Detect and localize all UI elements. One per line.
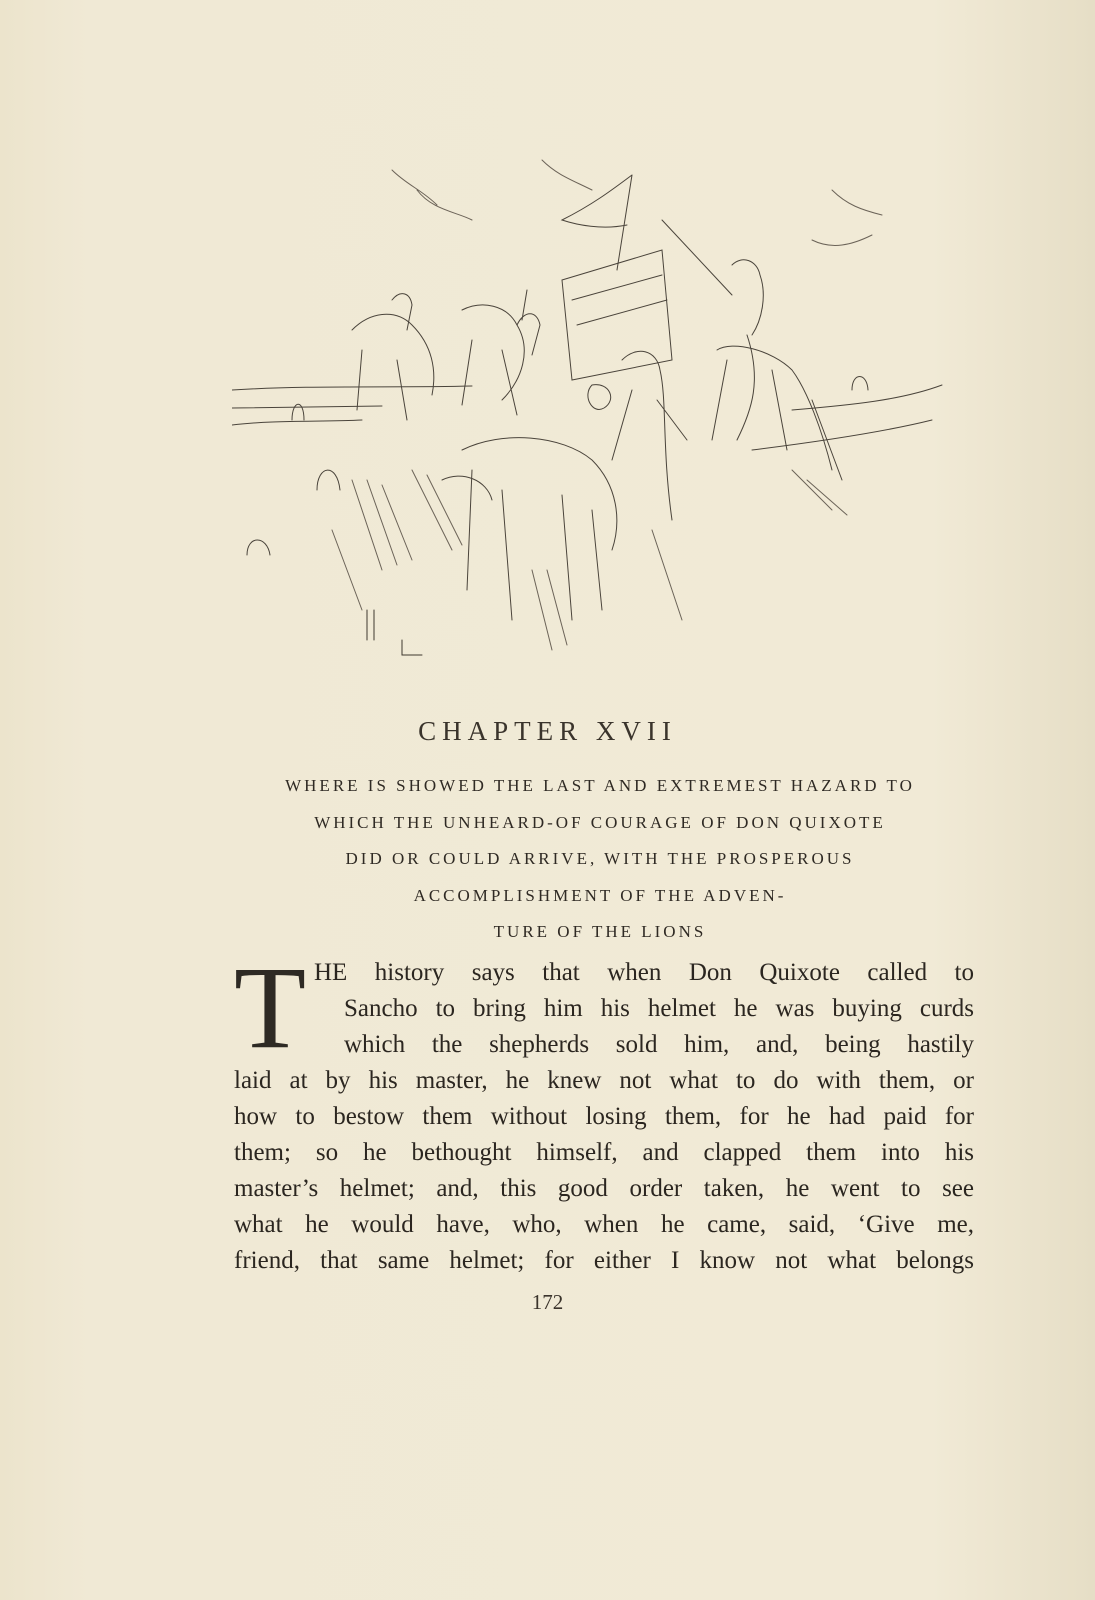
- body-text: [234, 942, 974, 1279]
- drop-cap: T: [234, 942, 307, 1073]
- chapter-subtitle: [230, 768, 970, 951]
- text-line: them; so he bethought himself, and clapped them into his: [234, 1139, 974, 1166]
- subtitle-line: TURE OF THE LIONS: [493, 922, 707, 941]
- text-line: master’s helmet; and, this good order taken, he went to see: [234, 1175, 974, 1202]
- text-line: how to bestow them without losing them, for he had paid for: [234, 1103, 974, 1130]
- text-line: laid at by his master, he knew not what to do with them, or: [234, 1067, 974, 1094]
- text-line: friend, that same helmet; for either I know not what belongs: [234, 1247, 974, 1274]
- text-line: HE history says that when Don Quixote called to: [314, 959, 974, 986]
- subtitle-line: DID OR COULD ARRIVE, WITH THE PROSPEROUS: [345, 849, 855, 868]
- subtitle-line: ACCOMPLISHMENT OF THE ADVEN-: [413, 885, 787, 905]
- chapter-title: CHAPTER XVII: [418, 716, 677, 746]
- page-number: 172: [531, 1290, 564, 1314]
- engraving-illustration: [232, 150, 962, 665]
- text-line: which the shepherds sold him, and, being hastily: [344, 1031, 974, 1058]
- text-line: Sancho to bring him his helmet he was buying curds: [344, 995, 974, 1022]
- subtitle-line: WHERE IS SHOWED THE LAST AND EXTREMEST HAZARD TO: [285, 776, 915, 795]
- subtitle-line: WHICH THE UNHEARD-OF COURAGE OF DON QUIXOTE: [314, 812, 886, 832]
- text-line: what he would have, who, when he came, said, ‘Give me,: [234, 1211, 974, 1238]
